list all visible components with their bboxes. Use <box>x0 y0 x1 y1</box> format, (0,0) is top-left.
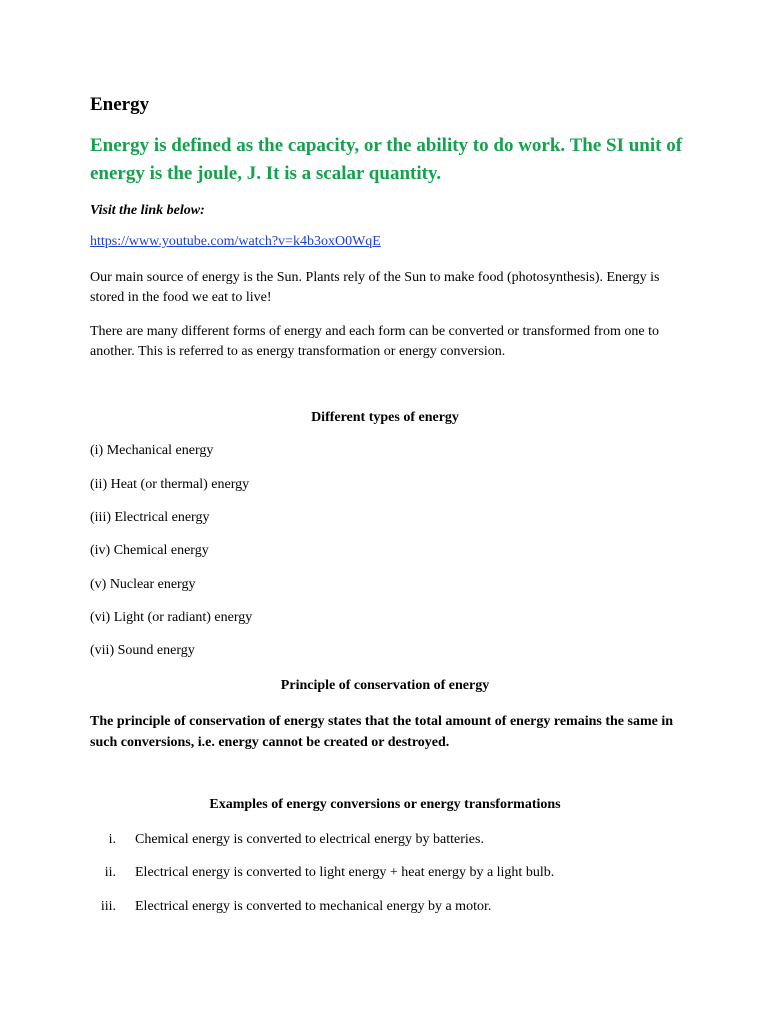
example-number: iii. <box>100 899 116 914</box>
examples-heading: Examples of energy conversions or energy transformations <box>209 797 561 812</box>
type-item-mechanical: (i) Mechanical energy <box>90 443 214 458</box>
example-text: Electrical energy is converted to mechanical energy by a motor. <box>135 899 492 914</box>
type-item-light: (vi) Light (or radiant) energy <box>90 610 253 625</box>
type-item-sound: (vii) Sound energy <box>90 643 195 658</box>
principle-heading: Principle of conservation of energy <box>280 678 490 693</box>
types-heading: Different types of energy <box>311 410 459 425</box>
type-item-chemical: (iv) Chemical energy <box>90 543 209 558</box>
youtube-link[interactable]: https://www.youtube.com/watch?v=k4b3oxO0WqE <box>90 234 381 249</box>
example-number: ii. <box>104 865 116 880</box>
principle-statement: The principle of conservation of energy states that the total amount of energy remains the same in such conversions, i.e. energy cannot be created or destroyed. <box>90 714 674 750</box>
type-item-nuclear: (v) Nuclear energy <box>90 577 196 592</box>
visit-link-label: Visit the link below: <box>90 203 205 218</box>
example-text: Electrical energy is converted to light energy + heat energy by a light bulb. <box>135 865 555 880</box>
type-item-heat: (ii) Heat (or thermal) energy <box>90 477 250 492</box>
type-item-electrical: (iii) Electrical energy <box>90 510 210 525</box>
energy-definition: Energy is defined as the capacity, or the ability to do work. The SI unit of energy is the joule, J. It is a scalar quantity. <box>90 135 683 184</box>
example-number: i. <box>108 832 116 847</box>
forms-paragraph: There are many different forms of energy and each form can be converted or transformed from one to another. This is referred to as energy transformation or energy conversion. <box>90 324 659 359</box>
sun-paragraph: Our main source of energy is the Sun. Plants rely of the Sun to make food (photosynthesis). Energy is stored in the food we eat to live! <box>90 270 660 305</box>
example-text: Chemical energy is converted to electrical energy by batteries. <box>135 832 484 847</box>
page-title: Energy <box>90 94 150 115</box>
